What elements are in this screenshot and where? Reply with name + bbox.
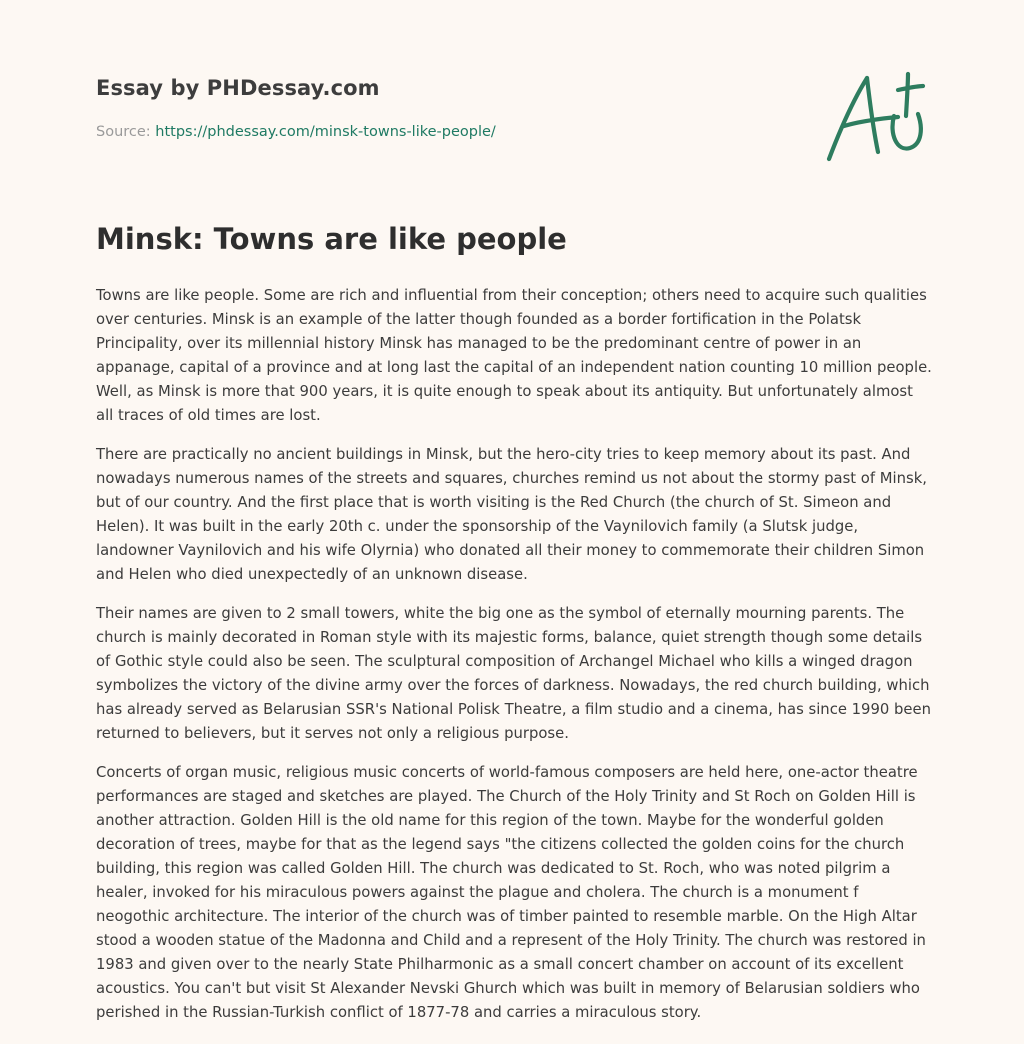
a-plus-logo xyxy=(820,68,930,164)
source-line xyxy=(96,124,496,140)
source-link[interactable]: https://phdessay.com/minsk-towns-like-people/ xyxy=(155,124,496,140)
a-plus-logo-icon xyxy=(820,68,930,164)
article-title: Minsk: Towns are like people xyxy=(96,222,567,256)
paragraph-1: Towns are like people. Some are rich and influential from their conception; others need to acquire such qualities over centuries. Minsk is an example of the latter though founded as a border fortification in the Polatsk Principality, over its millennial history Minsk has managed to be the predominant centre of power in an appanage, capital of a province and at long last the capital of an independent nation counting 10 million people. Well, as Minsk is more that 900 years, it is quite enough to speak about its antiquity. But unfortunately almost all traces of old times are lost. xyxy=(96,287,932,424)
site-title: Essay by PHDessay.com xyxy=(96,76,380,100)
paragraph-3: Their names are given to 2 small towers, white the big one as the symbol of eternally mourning parents. The church is mainly decorated in Roman style with its majestic forms, balance, quiet strength though some details of Gothic style could also be seen. The sculptural composition of Archangel Michael who kills a winged dragon symbolizes the victory of the divine army over the forces of darkness. Nowadays, the red church building, which has already served as Belarusian SSR's National Polisk Theatre, a film studio and a cinema, has since 1990 been returned to believers, but it serves not only a religious purpose. xyxy=(96,605,931,742)
article-body xyxy=(96,284,932,1040)
paragraph-2: There are practically no ancient buildings in Minsk, but the hero-city tries to keep memory about its past. And nowadays numerous names of the streets and squares, churches remind us not about the stormy past of Minsk, but of our country. And the first place that is worth visiting is the Red Church (the church of St. Simeon and Helen). It was built in the early 20th c. under the sponsorship of the Vaynilovich family (a Slutsk judge, landowner Vaynilovich and his wife Olyrnia) who donated all their money to commemorate their children Simon and Helen who died unexpectedly of an unknown disease. xyxy=(96,446,927,583)
source-label: Source: xyxy=(96,124,156,140)
paragraph-4: Concerts of organ music, religious music concerts of world-famous composers are held here, one-actor theatre performances are staged and sketches are played. The Church of the Holy Trinity and St Roch on Golden Hill is another attraction. Golden Hill is the old name for this region of the town. Maybe for the wonderful golden decoration of trees, maybe for that as the legend says "the citizens collected the golden coins for the church building, this region was called Golden Hill. The church was dedicated to St. Roch, who was noted pilgrim a healer, invoked for his miraculous powers against the plague and cholera. The church is a monument f neogothic architecture. The interior of the church was of timber painted to resemble marble. On the High Altar stood a wooden statue of the Madonna and Child and a represent of the Holy Trinity. The church was restored in 1983 and given over to the nearly State Philharmonic as a small concert chamber on account of its excellent acoustics. You can't but visit St Alexander Nevski Ghurch which was built in memory of Belarusian soldiers who perished in the Russian-Turkish conflict of 1877-78 and carries a miraculous story. xyxy=(96,764,926,1021)
page-header xyxy=(96,0,936,180)
